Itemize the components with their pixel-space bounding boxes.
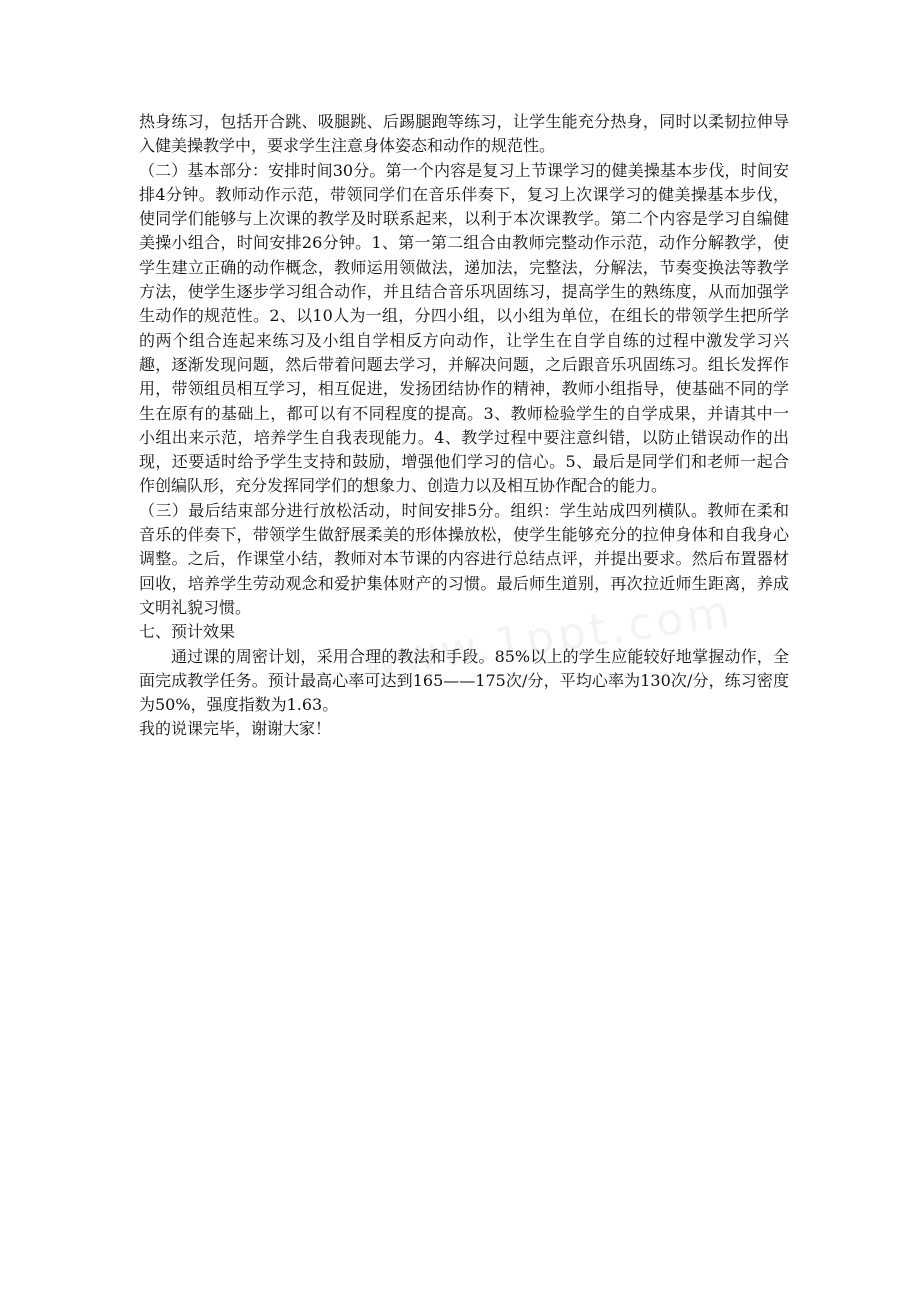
paragraph-ending-part: （三）最后结束部分进行放松活动，时间安排5分。组织：学生站成四列横队。教师在柔和音乐的伴奏下，带领学生做舒展柔美的形体操放松，使学生能够充分的拉伸身体和自我身心调整。之后，作课堂小结，教师对本节课的内容进行总结点评，并提出要求。然后布置器材回收，培养学生劳动观念和爱护集体财产的习惯。最后师生道别，再次拉近师生距离，养成文明礼貌习惯。 [139, 500, 789, 617]
section-heading-expected-effect: 七、预计效果 [139, 622, 236, 642]
paragraph-warmup-continued: 热身练习，包括开合跳、吸腿跳、后踢腿跑等练习，让学生能充分热身，同时以柔韧拉伸导入健美操教学中，要求学生注意身体姿态和动作的规范性。 [139, 112, 789, 156]
paragraph-closing: 我的说课完毕，谢谢大家！ [139, 719, 332, 739]
paragraph-basic-part: （二）基本部分：安排时间30分。第一个内容是复习上节课学习的健美操基本步伐，时间安排4分钟。教师动作示范，带领同学们在音乐伴奏下，复习上次课学习的健美操基本步伐，使同学们能够与上次课的教学及时联系起来，以利于本次课教学。第二个内容是学习自编健美操小组合，时间安排26分钟。1、第一第二组合由教师完整动作示范，动作分解教学，使学生建立正确的动作概念，教师运用领做法，递加法，完整法，分解法，节奏变换法等教学方法，使学生逐步学习组合动作，并且结合音乐巩固练习，提高学生的熟练度，从而加强学生动作的规范性。2、以10人为一组，分四小组，以小组为单位，在组长的带领学生把所学的两个组合连起来练习及小组自学相反方向动作，让学生在自学自练的过程中激发学习兴趣，逐渐发现问题，然后带着问题去学习，并解决问题，之后跟音乐巩固练习。组长发挥作用，带领组员相互学习，相互促进，发扬团结协作的精神，教师小组指导，使基础不同的学生在原有的基础上，都可以有不同程度的提高。3、教师检验学生的自学成果，并请其中一小组出来示范，培养学生自我表现能力。4、教学过程中要注意纠错，以防止错误动作的出现，还要适时给予学生支持和鼓励，增强他们学习的信心。5、最后是同学们和老师一起合作创编队形，充分发挥同学们的想象力、创造力以及相互协作配合的能力。 [139, 160, 789, 496]
paragraph-expected-effect: 通过课的周密计划，采用合理的教法和手段。85%以上的学生应能较好地掌握动作，全面完成教学任务。预计最高心率可达到165——175次/分，平均心率为130次/分，练习密度为50%，强度指数为1.63。 [139, 646, 789, 715]
document-body [139, 110, 789, 742]
